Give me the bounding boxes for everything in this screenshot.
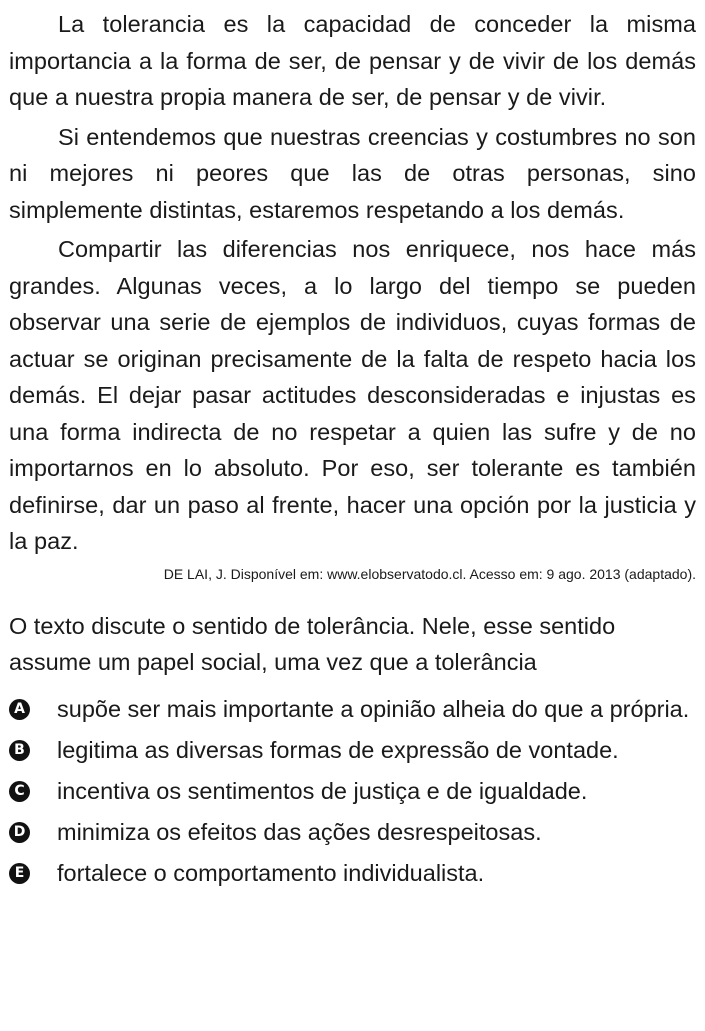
answer-option-e[interactable] bbox=[9, 857, 696, 890]
passage-source-citation: DE LAI, J. Disponível em: www.elobservatodo.cl. Acesso em: 9 ago. 2013 (adaptado). bbox=[163, 565, 696, 582]
option-letter-c-badge: C bbox=[9, 781, 30, 802]
passage-paragraph-2: Si entendemos que nuestras creencias y costumbres no son ni mejores ni peores que las de otras personas, sino simplemente distintas, estaremos respetando a los demás. bbox=[9, 123, 696, 223]
option-d-text: minimiza os efeitos das ações desrespeitosas. bbox=[57, 818, 542, 845]
option-c-text: incentiva os sentimentos de justiça e de igualdade. bbox=[57, 777, 588, 804]
question-stem: O texto discute o sentido de tolerância. Nele, esse sentido assume um papel social, uma vez que a tolerância bbox=[9, 612, 616, 675]
answer-option-c[interactable] bbox=[9, 775, 696, 808]
option-letter-a-badge: A bbox=[9, 699, 30, 720]
option-letter-e-badge: E bbox=[9, 863, 30, 884]
option-a-text: supõe ser mais importante a opinião alheia do que a própria. bbox=[57, 695, 690, 722]
option-letter-d-badge: D bbox=[9, 822, 30, 843]
answer-option-a[interactable] bbox=[9, 693, 696, 726]
passage-paragraph-1: La tolerancia es la capacidad de conceder la misma importancia a la forma de ser, de pensar y de vivir de los demás que a nuestra propia manera de ser, de pensar y de vivir. bbox=[9, 11, 696, 110]
option-b-text: legitima as diversas formas de expressão de vontade. bbox=[57, 736, 619, 763]
answer-options bbox=[9, 693, 696, 890]
answer-option-d[interactable] bbox=[9, 816, 696, 849]
reading-passage bbox=[9, 6, 696, 583]
option-letter-b-badge: B bbox=[9, 740, 30, 761]
answer-option-b[interactable] bbox=[9, 734, 696, 767]
option-e-text: fortalece o comportamento individualista. bbox=[57, 859, 485, 886]
passage-paragraph-3: Compartir las diferencias nos enriquece, nos hace más grandes. Algunas veces, a lo largo del tiempo se pueden observar una serie de ejemplos de individuos, cuyas formas de actuar se originan precisamente de la falta de respeto hacia los demás. El dejar pasar actitudes desconsideradas e injustas es una forma indirecta de no respetar a quien las sufre y de no importarnos en lo absoluto. Por eso, ser tolerante es también definirse, dar un paso al frente, hacer una opción por la justicia y la paz. bbox=[9, 236, 696, 554]
